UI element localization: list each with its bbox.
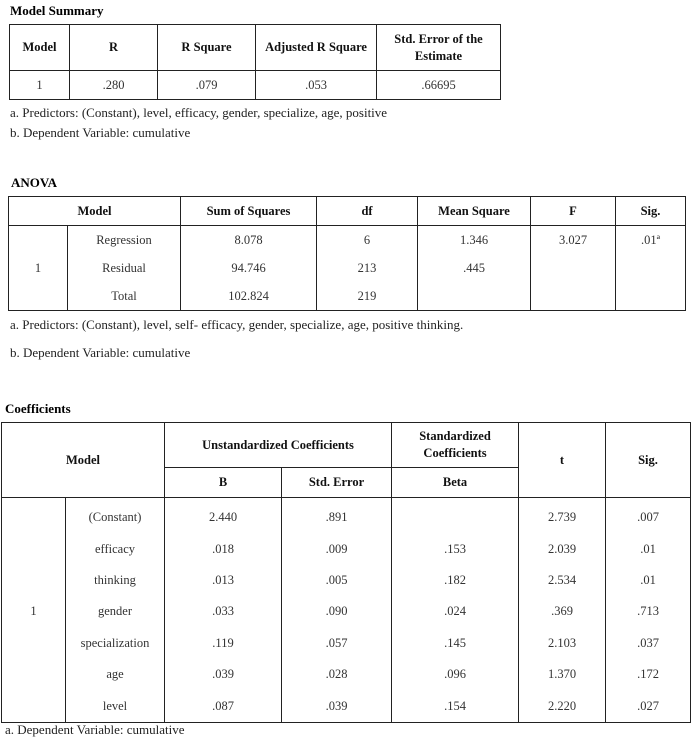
cell-row-label: age [66,659,165,690]
cell-beta: .024 [392,596,519,627]
table-row [9,254,686,282]
model-summary-note-a: a. Predictors: (Constant), level, efficacy, gender, specialize, age, positive [10,105,388,120]
cell-row-label: Regression [68,226,181,255]
cell-sig [616,282,686,311]
cell-sig: .007 [606,498,691,534]
cell-row-label: Residual [68,254,181,282]
cell-model-number: 1 [9,226,68,311]
cell-df: 213 [317,254,418,282]
cell-b: .013 [165,565,282,596]
anova-note-b: b. Dependent Variable: cumulative [10,345,191,360]
cell-mean-square [418,282,531,311]
model-summary-note-b: b. Dependent Variable: cumulative [10,125,191,140]
col-header-r-square: R Square [158,25,256,71]
cell-t: 2.039 [519,533,606,564]
cell-f [531,254,616,282]
cell-sig: .01 [606,533,691,564]
cell-b: 2.440 [165,498,282,534]
cell-t: 2.739 [519,498,606,534]
table-row [2,690,691,722]
col-header-beta: Beta [392,468,519,498]
model-summary-title: Model Summary [10,3,104,18]
cell-sig: .172 [606,659,691,690]
cell-b: .087 [165,690,282,722]
cell-beta [392,498,519,534]
cell-row-label: level [66,690,165,722]
cell-b: .018 [165,533,282,564]
cell-std-error: .057 [282,628,392,659]
table-row [2,628,691,659]
cell-std-error: .66695 [377,71,501,100]
cell-t: .369 [519,596,606,627]
coefficients-table [1,422,691,723]
cell-sig [616,254,686,282]
cell-beta: .145 [392,628,519,659]
cell-f: 3.027 [531,226,616,255]
cell-mean-square: 1.346 [418,226,531,255]
col-header-standardized: Standardized Coefficients [392,423,519,468]
cell-std-error: .039 [282,690,392,722]
cell-sig: .037 [606,628,691,659]
cell-sig: .01ª [616,226,686,255]
col-header-std-error: Std. Error of the Estimate [377,25,501,71]
cell-sig: .713 [606,596,691,627]
table-row [2,565,691,596]
cell-t: 2.103 [519,628,606,659]
cell-std-error: .028 [282,659,392,690]
col-header-sig: Sig. [606,423,691,498]
cell-row-label: thinking [66,565,165,596]
table-header-row [10,25,501,71]
cell-t: 1.370 [519,659,606,690]
col-header-model: Model [2,423,165,498]
col-header-mean-square: Mean Square [418,197,531,226]
cell-row-label: specialization [66,628,165,659]
table-header-row [9,197,686,226]
cell-row-label: gender [66,596,165,627]
cell-sum-of-squares: 102.824 [181,282,317,311]
table-row [2,533,691,564]
cell-sig: .01 [606,565,691,596]
cell-sum-of-squares: 94.746 [181,254,317,282]
cell-b: .033 [165,596,282,627]
anova-note-a: a. Predictors: (Constant), level, self- efficacy, gender, specialize, age, positive thinking. [10,317,464,332]
col-header-model: Model [9,197,181,226]
col-header-f: F [531,197,616,226]
cell-std-error: .009 [282,533,392,564]
cell-sig: .027 [606,690,691,722]
col-header-unstandardized: Unstandardized Coefficients [165,423,392,468]
cell-beta: .154 [392,690,519,722]
col-header-sig: Sig. [616,197,686,226]
cell-sum-of-squares: 8.078 [181,226,317,255]
anova-title: ANOVA [11,175,57,190]
coefficients-note-a: a. Dependent Variable: cumulative [5,722,185,737]
col-header-sum-of-squares: Sum of Squares [181,197,317,226]
model-summary-table [9,24,501,100]
anova-table [8,196,686,311]
cell-r-square: .079 [158,71,256,100]
cell-row-label: Total [68,282,181,311]
cell-adjusted-r-square: .053 [256,71,377,100]
col-header-b: B [165,468,282,498]
col-header-r: R [70,25,158,71]
table-header-row [2,423,691,468]
table-row [9,282,686,311]
table-row [9,226,686,255]
cell-std-error: .090 [282,596,392,627]
table-row [2,498,691,534]
table-row [2,596,691,627]
col-header-std-error: Std. Error [282,468,392,498]
col-header-df: df [317,197,418,226]
cell-beta: .153 [392,533,519,564]
table-row [10,71,501,100]
cell-beta: .182 [392,565,519,596]
col-header-t: t [519,423,606,498]
col-header-model: Model [10,25,70,71]
cell-b: .039 [165,659,282,690]
cell-t: 2.534 [519,565,606,596]
cell-row-label: (Constant) [66,498,165,534]
cell-r: .280 [70,71,158,100]
table-row [2,659,691,690]
cell-model-number: 1 [2,498,66,723]
cell-f [531,282,616,311]
cell-beta: .096 [392,659,519,690]
cell-mean-square: .445 [418,254,531,282]
cell-row-label: efficacy [66,533,165,564]
cell-std-error: .891 [282,498,392,534]
cell-b: .119 [165,628,282,659]
cell-df: 6 [317,226,418,255]
cell-df: 219 [317,282,418,311]
cell-model: 1 [10,71,70,100]
col-header-adjusted-r-square: Adjusted R Square [256,25,377,71]
coefficients-title: Coefficients [5,401,71,416]
cell-std-error: .005 [282,565,392,596]
cell-t: 2.220 [519,690,606,722]
